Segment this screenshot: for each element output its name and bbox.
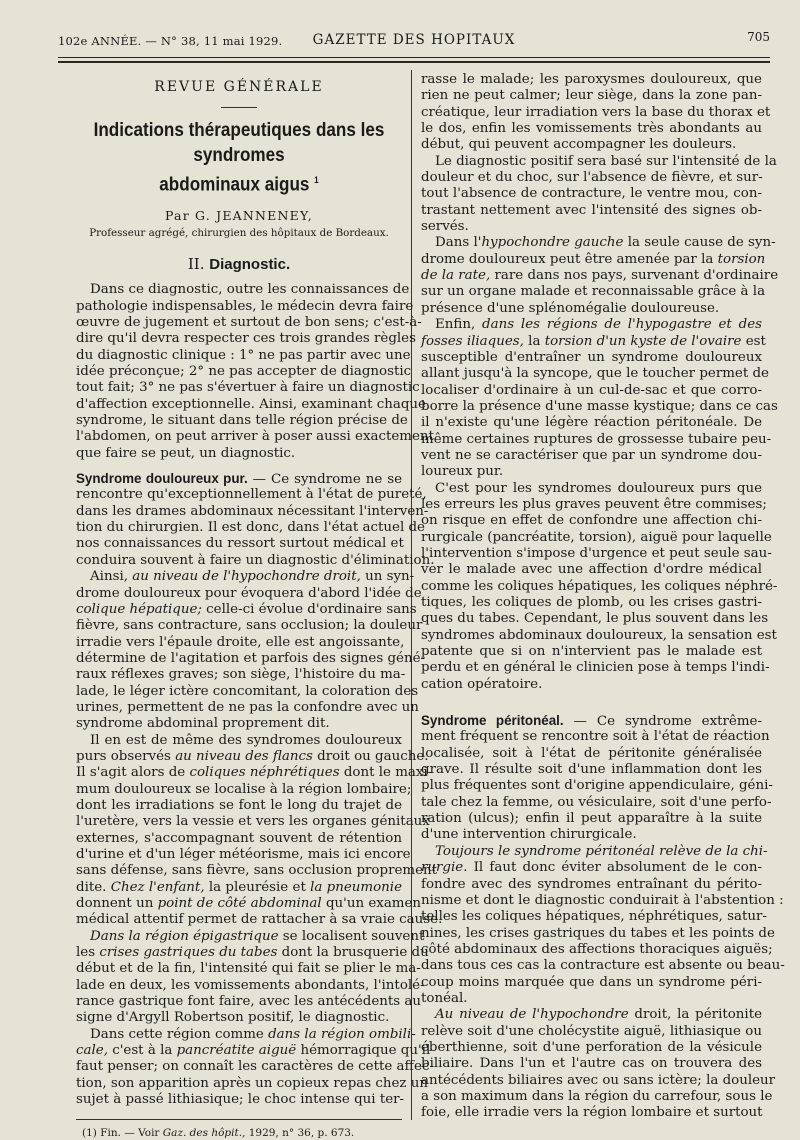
footnote (76, 1126, 402, 1140)
text-line: que faire se peut, un diagnostic. (76, 445, 296, 461)
text-line: faut penser; on connaît les caractères de cette affec- (76, 1059, 434, 1075)
paragraph-syndrome-douloureux (76, 471, 435, 569)
text-line: l'uretère, vers la vessie et vers les organes génitaux (76, 814, 430, 830)
text-line: dans tous ces cas la contracture est absente ou beau- (421, 958, 785, 974)
text-line: pathologie indispensables, le médecin devra faire (76, 298, 414, 314)
title-line-2 (92, 168, 385, 197)
article-title (92, 118, 385, 197)
text-line: tion, son apparition après un copieux repas chez un (76, 1075, 428, 1091)
text-line: rencontre qu'exceptionnellement à l'état de pureté, (76, 487, 427, 503)
text-line: Dans ce diagnostic, outre les connaissances de (90, 282, 410, 298)
text-line: susceptible d'entraîner un syndrome douloureux (421, 349, 762, 365)
subsection-heading: Syndrome péritonéal. (421, 713, 564, 729)
text-line: côté abdominaux des affections thoraciques aiguës; (421, 941, 773, 957)
text-line: début, qui peuvent accompagner les douleurs. (421, 137, 737, 153)
text-line: biliaire. Dans l'un et l'autre cas on trouvera des (421, 1056, 762, 1072)
author-affiliation: Professeur agrégé, chirurgien des hôpitaux de Bordeaux. (89, 227, 389, 240)
italic-span: rurgie. (421, 860, 468, 876)
text-span: droit ou gauche. (312, 748, 429, 764)
text-line (421, 860, 762, 876)
text-span: qu'un examen (321, 896, 422, 912)
text-line: rurgicale (pancréatite, torsion), aiguë pour laquelle (421, 529, 772, 545)
text-line: d'une intervention chirurgicale. (421, 827, 637, 843)
paragraph-syndrome-peritoneal (421, 713, 773, 844)
header-rule-bottom (58, 61, 770, 63)
text-span: droit, la péritonite (628, 1007, 763, 1023)
text-line: urines, permettent de ne pas la confondre avec un (76, 699, 419, 715)
italic-span: au niveau des flancs (175, 748, 313, 764)
text-span: Il faut donc éviter absolument de le con- (467, 860, 762, 876)
text-span: c'est à la (107, 1043, 177, 1059)
text-span: drome douloureux peut être amenée par la (421, 251, 718, 267)
paragraph-hypochondre-peritonite (421, 1007, 776, 1121)
text-line: l'intervention s'impose d'urgence et peut seule sau- (421, 545, 772, 561)
text-line (421, 333, 766, 350)
italic-span: point de côté abdominal (157, 896, 322, 912)
issue-info: 102e ANNÉE. — N° 38, 11 mai 1929. (58, 34, 283, 48)
italic-span: hypochondre gauche (481, 235, 624, 251)
text-span: la pleurésie et (204, 879, 311, 895)
text-line (421, 843, 768, 860)
text-line: plus fréquentes sont d'origine appendiculaire, géni- (421, 778, 773, 794)
italic-span: Toujours le syndrome péritonéal relève de la chi- (435, 843, 768, 859)
text-line: détermine de l'agitation et parfois des signes géné- (76, 650, 426, 666)
text-line: du diagnostic clinique : 1° ne pas partir avec une (76, 347, 411, 363)
italic-span: de la rate, (421, 268, 491, 284)
paragraph-hypochondre-gauche (421, 235, 779, 317)
journal-name: GAZETTE DES HOPITAUX (312, 32, 516, 48)
text-line: tion du chirurgien. Il est donc, dans l'état actuel de (76, 520, 425, 536)
page-number: 705 (747, 30, 770, 44)
title-line-2-text: abdominaux aigus (159, 174, 310, 196)
text-span: un syn- (360, 569, 415, 585)
running-header (58, 30, 770, 52)
text-line: médical attentif permet de rattacher à sa vraie cause. (76, 912, 443, 928)
text-line (76, 569, 415, 585)
text-line: fièvre, sans contracture, sans occlusion; la douleur (76, 618, 423, 634)
italic-span: pancréatite aiguë (176, 1043, 297, 1059)
text-line: syndromes abdominaux douloureux, la sensation est (421, 627, 777, 643)
text-line: trastant nettement avec l'intensité des signes ob- (421, 202, 762, 218)
paragraph-flancs (76, 732, 443, 929)
article-kicker: REVUE GÉNÉRALE (154, 79, 324, 95)
text-line: mum douloureux se localise à la région lombaire; (76, 781, 412, 797)
text-line: dont les irradiations se font le long du trajet de (76, 797, 402, 813)
text-line: créatique, leur irradiation vers la base du thorax et (421, 104, 771, 120)
section-title: Diagnostic. (209, 256, 291, 274)
text-line: d'affection exceptionnelle. Ainsi, examinant chaque (76, 396, 426, 412)
italic-span: fosses iliaques, (421, 333, 524, 349)
text-line (76, 601, 417, 618)
text-line: même certaines ruptures de grossesse tubaire peu- (421, 431, 772, 447)
italic-span: torsion (717, 251, 766, 267)
text-line (76, 471, 402, 487)
italic-span: Gaz. des hôpit., (162, 1126, 246, 1139)
italic-span: cale, (76, 1043, 108, 1059)
author-byline: Par G. JEANNENEY, (165, 208, 313, 224)
text-line: vent ne se caractériser que par un syndrome dou- (421, 447, 762, 463)
footnote-rule (76, 1119, 402, 1120)
text-line: ration (ulcus); enfin il peut apparaître à la suite (421, 811, 762, 827)
text-line: dire qu'il devra respecter ces trois grandes règles (76, 331, 416, 347)
italic-span: coliques néphrétiques (189, 765, 340, 781)
left-column (76, 72, 443, 1139)
text-line: coup moins marquée que dans un syndrome péri- (421, 974, 762, 990)
text-line: tout fait; 3° ne pas s'évertuer à faire un diagnostic (76, 380, 420, 396)
text-line: sans défense, sans fièvre, sans occlusion proprement (76, 863, 438, 879)
text-span: Dans cette région comme (90, 1026, 269, 1042)
text-line: grave. Il résulte soit d'une inflammation dont les (421, 762, 762, 778)
text-line: perdu et en général le clinicien pose à temps l'indi- (421, 660, 770, 676)
italic-span: la pneumonie (310, 879, 402, 895)
text-line: tale chez la femme, ou vésiculaire, soit d'une perfo- (421, 794, 772, 810)
paragraph-intro (76, 282, 434, 462)
text-line: relève soit d'une cholécystite aiguë, lithiasique ou (421, 1023, 762, 1039)
text-span: donnent un (76, 896, 158, 912)
text-line: cation opératoire. (421, 676, 543, 692)
text-line: raux réflexes graves; son siège, l'histoire du ma- (76, 667, 406, 683)
text-span: Il s'agit alors de (76, 765, 190, 781)
text-line: tout l'absence de contracture, le ventre mou, con- (421, 186, 762, 202)
text-span: Dans l' (435, 235, 482, 251)
section-heading (76, 254, 402, 274)
text-line: sujet à passé lithiasique; le choc intense qui ter- (76, 1092, 405, 1108)
text-line: nines, les crises gastriques du tabes et les points de (421, 925, 775, 941)
text-line: rance gastrique font faire, avec les antécédents au (76, 994, 422, 1010)
text-span: dont la brusquerie du (277, 945, 429, 961)
text-line (421, 713, 762, 729)
title-line-1: Indications thérapeutiques dans les syndromes (93, 120, 385, 166)
text-span: est (741, 333, 766, 349)
text-line: début et de la fin, l'intensité qui fait se plier le ma- (76, 961, 421, 977)
subsection-heading: Syndrome douloureux pur. (76, 471, 248, 487)
text-line: syndrome, le situant dans telle région précise de (76, 413, 408, 429)
text-line: le dos, enfin les vomissements très abondants au (421, 121, 762, 137)
text-line: drome douloureux pour évoquera d'abord l'idée de (76, 585, 422, 601)
text-line (421, 1007, 762, 1023)
paragraph-erreurs (421, 480, 778, 693)
text-line: ques du tabes. Cependant, le plus souvent dans les (421, 611, 769, 627)
text-line: œuvre de jugement et surtout de bon sens; c'est-à- (76, 315, 422, 331)
paragraph-toujours (421, 843, 785, 1007)
text-span: se localisent souvent (278, 928, 425, 944)
text-line: tonéal. (421, 990, 468, 1006)
text-line: ver le malade avec une affection d'ordre médical (421, 562, 762, 578)
text-line (76, 1043, 431, 1059)
text-line: localiser d'ordinaire à un cul-de-sac et que corro- (421, 382, 762, 398)
text-line: lade en deux, les vomissements abondants, l'intolé- (76, 977, 425, 993)
text-line: sur un organe malade et reconnaissable grâce à la (421, 284, 766, 300)
text-span: Ainsi, (90, 569, 133, 585)
paragraph-diagnostic-positif (421, 153, 777, 236)
paragraph-continuation (421, 72, 771, 154)
italic-span: colique hépatique; (76, 601, 202, 617)
text-span: Enfin, (435, 317, 483, 333)
text-line (76, 1026, 416, 1043)
text-line: antécédents biliaires avec ou sans ictère; la douleur (421, 1072, 776, 1088)
text-line: rasse le malade; les paroxysmes douloureux, que (421, 72, 762, 87)
text-span: purs observés (76, 748, 176, 764)
text-line (76, 748, 429, 765)
right-column (421, 72, 785, 1122)
text-line: idée préconçue; 2° ne pas accepter de diagnostic (76, 364, 412, 380)
text-line: a son maximum dans la région du carrefour, sous le (421, 1088, 773, 1104)
text-line: allant jusqu'à la syncope, que le toucher permet de (421, 366, 769, 382)
text-line: signe d'Argyll Robertson positif, le diagnostic. (76, 1010, 390, 1026)
title-note-marker: 1 (314, 175, 319, 185)
text-line: d'urine et d'un léger météorisme, mais ici encore (76, 847, 411, 863)
text-span: — Ce syndrome extrême- (563, 714, 762, 730)
text-line: telles les coliques hépatiques, néphrétiques, satur- (421, 909, 767, 925)
text-line: patente que si on n'intervient pas le malade est (421, 644, 762, 660)
text-line: éberthienne, soit d'une perforation de la vésicule (421, 1039, 762, 1055)
text-span: dite. (76, 879, 111, 895)
text-line (421, 251, 766, 268)
italic-span: crises gastriques du tabes (99, 945, 278, 961)
text-line: Il en est de même des syndromes douloureux (90, 732, 402, 748)
italic-span: au niveau de l'hypochondre droit, (132, 569, 361, 585)
text-line: externes, s'accompagnant souvent de rétention (76, 830, 402, 846)
text-line: Le diagnostic positif sera basé sur l'intensité de la (435, 153, 777, 169)
kicker-rule (221, 107, 257, 108)
text-span: 1929, n° 36, p. 673. (245, 1126, 355, 1139)
text-span: celle-ci évolue d'ordinaire sans (201, 601, 417, 617)
text-line: localisée, soit à l'état de péritonite généralisée (421, 745, 762, 761)
text-line (76, 880, 402, 896)
text-line: comme les coliques hépatiques, les coliques néphré- (421, 578, 778, 594)
text-line (76, 945, 429, 961)
text-line (421, 317, 762, 333)
text-line: il n'existe qu'une légère réaction péritonéale. De (421, 415, 762, 431)
paragraph-hypochondre-droit (76, 569, 426, 732)
text-span: dont le maxi- (339, 765, 433, 781)
section-number: II. (187, 255, 205, 274)
text-span: les (76, 945, 100, 961)
paragraph-ombilicale (76, 1026, 434, 1109)
italic-span: torsion d'un kyste de l'ovaire (544, 333, 742, 349)
text-line: ment fréquent se rencontre soit à l'état de réaction (421, 729, 770, 745)
italic-span: Chez l'enfant, (110, 879, 205, 895)
text-line: syndrome abdominal proprement dit. (76, 716, 330, 732)
text-line (76, 896, 422, 912)
text-span: hémorragique qu'il (296, 1043, 431, 1059)
text-line: loureux pur. (421, 464, 504, 480)
text-line: rien ne peut calmer; leur siège, dans la zone pan- (421, 88, 762, 104)
text-line (76, 765, 433, 781)
text-span: — Ce syndrome ne se (247, 472, 402, 488)
italic-span: Au niveau de l'hypochondre (435, 1007, 629, 1023)
text-line: l'abdomen, on peut arriver à poser aussi exactement (76, 429, 434, 445)
text-line: nisme et dont le diagnostic conduirait à l'abstention : (421, 892, 784, 908)
text-line: fondre avec des syndromes entraînant du périto- (421, 876, 762, 892)
italic-span: dans les régions de l'hypogastre et des (482, 317, 763, 333)
text-line (76, 928, 425, 945)
text-span: la seule cause de syn- (623, 235, 776, 251)
text-line: lade, le léger ictère concomitant, la coloration des (76, 683, 419, 699)
text-line: borre la présence d'une masse kystique; dans ce cas (421, 398, 778, 414)
text-line: on risque en effet de confondre une affection chi- (421, 513, 762, 529)
text-line: tiques, les coliques de plomb, ou les crises gastri- (421, 595, 762, 610)
text-line: C'est pour les syndromes douloureux purs que (435, 480, 762, 496)
text-span: (1) Fin. — Voir (82, 1126, 163, 1139)
paragraph-hypogastre (421, 317, 778, 480)
text-line: nos connaissances du ressort surtout médical et (76, 536, 404, 552)
header-rule-top (58, 57, 770, 58)
italic-span: dans la région ombili- (268, 1026, 416, 1042)
paragraph-epigastrique (76, 928, 429, 1027)
text-line: dans les drames abdominaux nécessitant l'interven- (76, 503, 429, 519)
text-line: les erreurs les plus graves peuvent être commises; (421, 496, 767, 512)
text-span: la (523, 333, 545, 349)
text-line: douleur et du choc, sur l'absence de fièvre, et sur- (421, 170, 763, 186)
text-line: foie, elle irradie vers la région lombaire et surtout (421, 1105, 763, 1121)
text-line: présence d'une splénomégalie douloureuse. (421, 300, 720, 316)
text-span: rare dans nos pays, survenant d'ordinaire (490, 268, 779, 284)
text-line (421, 235, 776, 251)
italic-span: Dans la région épigastrique (90, 928, 279, 944)
text-line: irradie vers l'épaule droite, elle est angoissante, (76, 634, 405, 650)
text-line (421, 268, 779, 284)
text-line: servés. (421, 219, 469, 235)
text-line: conduira souvent à faire un diagnostic d'élimination. (76, 552, 435, 568)
